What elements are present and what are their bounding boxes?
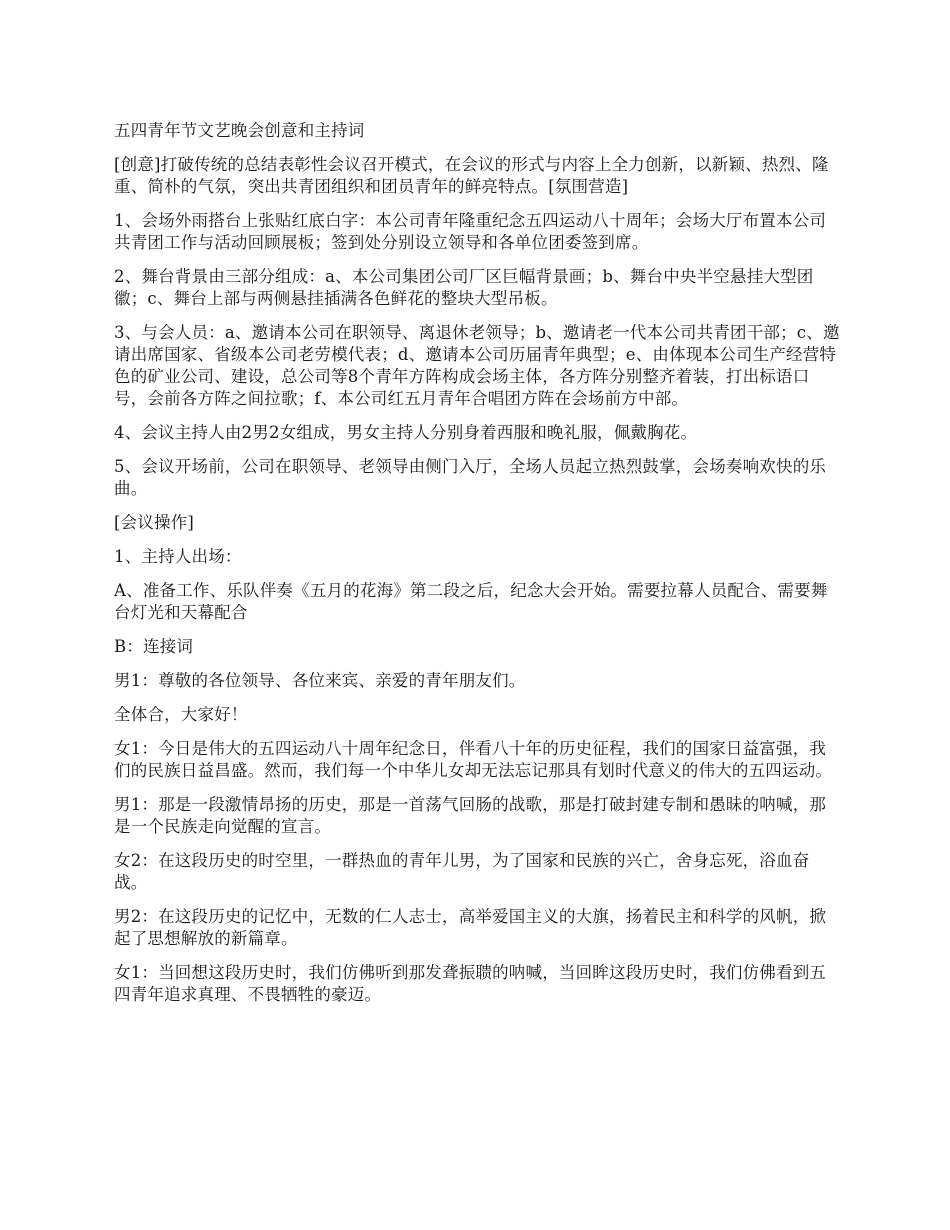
dialogue-line: 男2：在这段历史的记忆中，无数的仁人志士，高举爱国主义的大旗，扬着民主和科学的风帆，掀起了思想解放的新篇章。: [114, 907, 827, 948]
document-body: [114, 120, 840, 1018]
paragraph-attendees: 3、与会人员：a、邀请本公司在职领导、离退休老领导；b、邀请老一代本公司共青团干部；c、邀请出席国家、省级本公司老劳模代表；d、邀请本公司历届青年典型；e、由体现本公司生产经营特色的矿业公司、建设，总公司等8个青年方阵构成会场主体，各方阵分别整齐着装，打出标语口号，会前各方阵之间拉歌；f、本公司红五月青年合唱团方阵在会场前方中部。: [114, 323, 840, 408]
paragraph-venue-decoration: 1、会场外雨搭台上张贴红底白字：本公司青年隆重纪念五四运动八十周年；会场大厅布置本公司共青团工作与活动回顾展板；签到处分别设立领导和各单位团委签到席。: [114, 211, 827, 252]
document-title: 五四青年节文艺晚会创意和主持词: [114, 121, 365, 140]
paragraph-opening: 5、会议开场前，公司在职领导、老领导由侧门入厅，全场人员起立热烈鼓掌，会场奏响欢快的乐曲。: [114, 457, 827, 498]
paragraph-connecting-words: B：连接词: [114, 637, 194, 656]
paragraph-preparation: A、准备工作、乐队伴奏《五月的花海》第二段之后，纪念大会开始。需要拉幕人员配合、需要舞台灯光和天幕配合: [114, 581, 828, 622]
dialogue-line: 男1：那是一段激情昂扬的历史，那是一首荡气回肠的战歌，那是打破封建专制和愚昧的呐喊，那是一个民族走向觉醒的宣言。: [114, 795, 827, 836]
section-heading-meeting-operation: [会议操作]: [114, 513, 195, 532]
paragraph-creative-intro: [创意]打破传统的总结表彰性会议召开模式，在会议的形式与内容上全力创新，以新颖、热烈、隆重、简朴的气氛，突出共青团组织和团员青年的鲜亮特点。[氛围营造]: [114, 155, 829, 196]
paragraph-hosts: 4、会议主持人由2男2女组成，男女主持人分别身着西服和晚礼服，佩戴胸花。: [114, 423, 698, 442]
paragraph-stage-background: 2、舞台背景由三部分组成：a、本公司集团公司厂区巨幅背景画；b、舞台中央半空悬挂大型团徽；c、舞台上部与两侧悬挂插满各色鲜花的整块大型吊板。: [114, 267, 814, 308]
paragraph-hosts-enter: 1、主持人出场：: [114, 547, 242, 566]
dialogue-line: 全体合，大家好！: [114, 705, 248, 724]
dialogue-line: 男1：尊敬的各位领导、各位来宾、亲爱的青年朋友们。: [114, 671, 526, 690]
dialogue-line: 女1：今日是伟大的五四运动八十周年纪念日，伴看八十年的历史征程，我们的国家日益富强，我们的民族日益昌盛。然而，我们每一个中华儿女却无法忘记那具有划时代意义的伟大的五四运动。: [114, 739, 833, 780]
dialogue-line: 女2：在这段历史的时空里，一群热血的青年儿男，为了国家和民族的兴亡，舍身忘死，浴血奋战。: [114, 851, 810, 892]
dialogue-line: 女1：当回想这段历史时，我们仿佛听到那发聋振聩的呐喊，当回眸这段历史时，我们仿佛看到五四青年追求真理、不畏牺牲的豪迈。: [114, 963, 827, 1004]
